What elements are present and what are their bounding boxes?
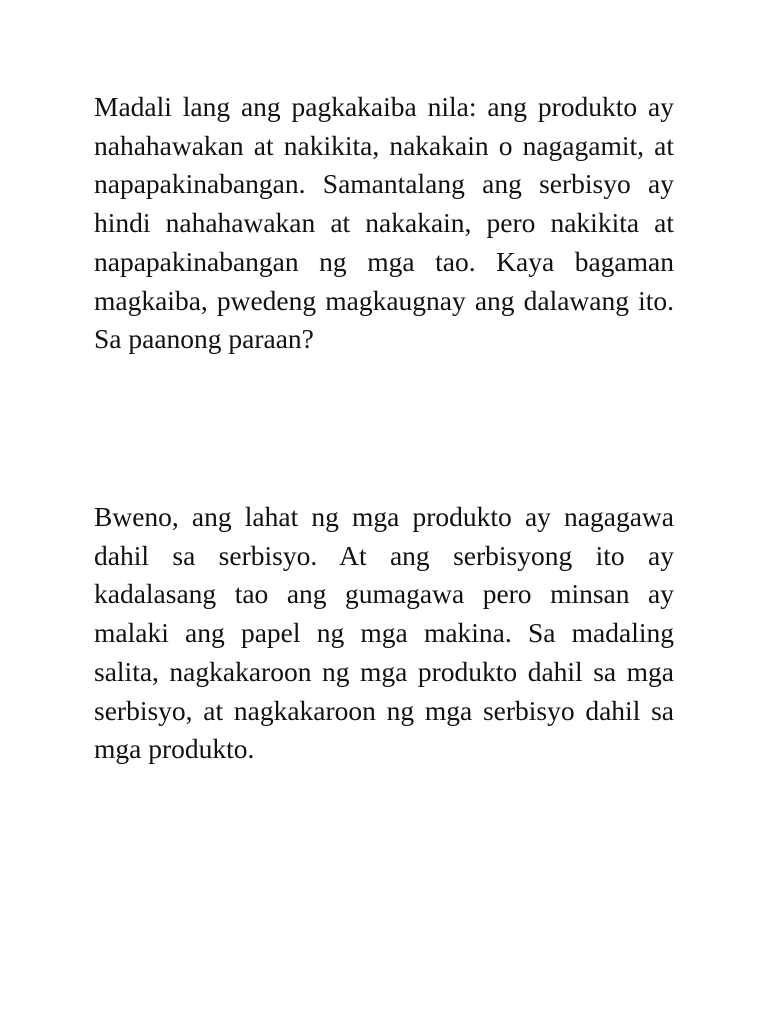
paragraph-1: Madali lang ang pagkakaiba nila: ang produkto ay nahahawakan at nakikita, nakakain o nagagamit, at napapakinabangan. Samantalang ang serbisyo ay hindi nahahawakan at nakakain, pero nakikita at napapakinabangan ng mga tao. Kaya bagaman magkaiba, pwedeng magkaugnay ang dalawang ito. Sa paanong paraan? [94, 91, 674, 355]
paragraph-block-1 [94, 88, 674, 359]
paragraph-block-2 [94, 498, 674, 769]
paragraph-2: Bweno, ang lahat ng mga produkto ay nagagawa dahil sa serbisyo. At ang serbisyong ito ay kadalasang tao ang gumagawa pero minsan ay malaki ang papel ng mga makina. Sa madaling salita, nagkakaroon ng mga produkto dahil sa mga serbisyo, at nagkakaroon ng mga serbisyo dahil sa mga produkto. [94, 501, 674, 765]
